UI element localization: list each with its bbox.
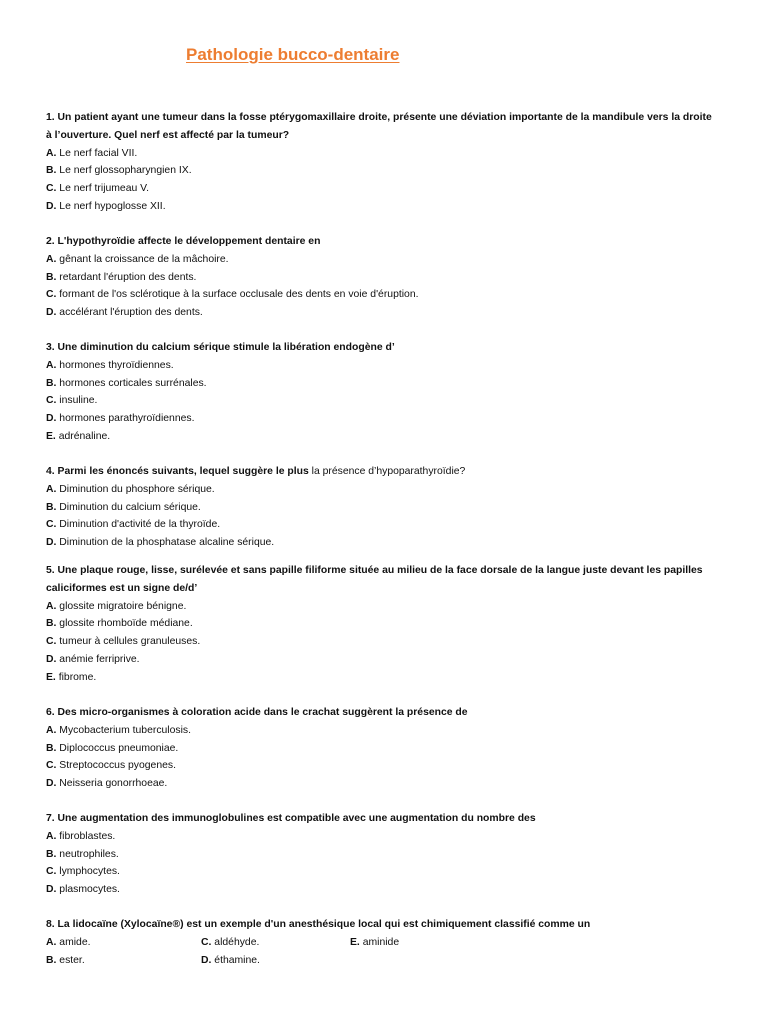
question-1-option-b	[46, 162, 718, 180]
question-6	[46, 704, 718, 793]
option-letter: B.	[46, 618, 57, 630]
option-text: plasmocytes.	[59, 884, 120, 896]
option-text: Diplococcus pneumoniae.	[59, 742, 179, 754]
question-6-option-d	[46, 775, 718, 793]
option-text: retardant l'éruption des dents.	[59, 271, 197, 283]
option-text: fibroblastes.	[59, 830, 116, 842]
question-4-option-d	[46, 534, 718, 552]
option-letter: C.	[46, 519, 57, 531]
question-2	[46, 233, 718, 322]
question-7-stem: 7. Une augmentation des immunoglobulines est compatible avec une augmentation du nombre des	[46, 813, 536, 824]
option-letter: D.	[46, 537, 57, 549]
question-3	[46, 339, 718, 446]
option-letter: B.	[46, 165, 57, 177]
question-2-option-b	[46, 269, 718, 287]
option-letter: A.	[46, 359, 57, 371]
option-text: accélérant l'éruption des dents.	[59, 307, 203, 319]
option-letter: A.	[46, 253, 57, 265]
option-text: anémie ferriprive.	[59, 653, 140, 665]
option-text: Streptococcus pyogenes.	[59, 760, 176, 772]
option-letter: A.	[46, 600, 57, 612]
option-text: hormones parathyroïdiennes.	[59, 413, 195, 425]
question-5-option-c	[46, 633, 718, 651]
option-text: Le nerf trijumeau V.	[59, 183, 150, 195]
question-6-option-b	[46, 740, 718, 758]
question-4-option-c	[46, 516, 718, 534]
option-letter: C.	[46, 395, 57, 407]
question-7-option-d	[46, 881, 718, 899]
option-text: ester.	[59, 954, 85, 966]
question-8-option-e	[350, 934, 399, 952]
page-title: Pathologie bucco-dentaire	[186, 45, 400, 64]
option-text: Le nerf glossopharyngien IX.	[59, 165, 192, 177]
option-text: Diminution de la phosphatase alcaline sérique.	[59, 537, 275, 549]
option-text: amide.	[59, 936, 91, 948]
question-4-stem-plain: la présence d’hypoparathyroïdie?	[308, 466, 466, 477]
question-8-options-row-2	[46, 952, 718, 970]
option-text: Le nerf facial VII.	[59, 147, 138, 159]
option-letter: D.	[46, 307, 57, 319]
question-2-option-d	[46, 304, 718, 322]
question-5-option-a	[46, 598, 718, 616]
option-letter: E.	[46, 430, 56, 442]
option-letter: B.	[46, 848, 57, 860]
option-text: insuline.	[59, 395, 98, 407]
question-1	[46, 109, 718, 216]
option-letter: D.	[46, 653, 57, 665]
option-letter: C.	[201, 936, 212, 948]
option-letter: B.	[46, 271, 57, 283]
question-7-option-a	[46, 828, 718, 846]
question-2-option-a	[46, 251, 718, 269]
option-text: Mycobacterium tuberculosis.	[59, 724, 191, 736]
option-letter: E.	[350, 936, 360, 948]
option-letter: D.	[201, 954, 212, 966]
option-letter: C.	[46, 760, 57, 772]
option-text: Diminution d'activité de la thyroïde.	[59, 519, 221, 531]
option-letter: B.	[46, 742, 57, 754]
question-8-options-row-1	[46, 934, 718, 952]
question-1-stem: 1. Un patient ayant une tumeur dans la fosse ptérygomaxillaire droite, présente une déviation importante de la mandibule vers la droite à l’ouverture. Quel nerf est affecté par la tumeur?	[46, 112, 712, 141]
option-text: Le nerf hypoglosse XII.	[59, 200, 166, 212]
question-3-option-a	[46, 357, 718, 375]
option-text: gênant la croissance de la mâchoire.	[59, 253, 229, 265]
option-text: aldéhyde.	[214, 936, 260, 948]
option-text: neutrophiles.	[59, 848, 119, 860]
question-2-option-c	[46, 286, 718, 304]
option-letter: D.	[46, 884, 57, 896]
option-text: hormones thyroïdiennes.	[59, 359, 174, 371]
option-letter: C.	[46, 866, 57, 878]
question-5-option-e	[46, 669, 718, 687]
option-letter: D.	[46, 778, 57, 790]
option-text: tumeur à cellules granuleuses.	[59, 636, 201, 648]
question-4-option-a	[46, 481, 718, 499]
question-8	[46, 916, 718, 969]
question-7	[46, 810, 718, 899]
question-5-option-d	[46, 651, 718, 669]
question-8-option-b	[46, 952, 85, 970]
option-letter: C.	[46, 289, 57, 301]
option-text: Diminution du calcium sérique.	[59, 501, 201, 513]
question-1-option-c	[46, 180, 718, 198]
question-4	[46, 463, 718, 552]
option-text: Neisseria gonorrhoeae.	[59, 778, 168, 790]
option-letter: B.	[46, 501, 57, 513]
question-3-stem: 3. Une diminution du calcium sérique stimule la libération endogène d’	[46, 342, 395, 353]
question-7-option-c	[46, 863, 718, 881]
question-8-option-d	[201, 952, 260, 970]
question-1-option-a	[46, 145, 718, 163]
option-letter: D.	[46, 200, 57, 212]
question-6-option-a	[46, 722, 718, 740]
option-text: hormones corticales surrénales.	[59, 377, 207, 389]
option-letter: B.	[46, 954, 57, 966]
question-8-stem: 8. La lidocaïne (Xylocaïne®) est un exemple d'un anesthésique local qui est chimiquement classifié comme un	[46, 919, 591, 930]
option-letter: C.	[46, 183, 57, 195]
option-letter: A.	[46, 724, 57, 736]
option-letter: A.	[46, 147, 57, 159]
question-5-option-b	[46, 615, 718, 633]
question-8-option-c	[201, 934, 259, 952]
option-text: glossite rhomboïde médiane.	[59, 618, 193, 630]
option-text: adrénaline.	[58, 430, 111, 442]
option-letter: E.	[46, 671, 56, 683]
question-3-option-b	[46, 375, 718, 393]
question-4-stem-bold: 4. Parmi les énoncés suivants, lequel suggère le plus	[46, 466, 309, 477]
question-5-stem: 5. Une plaque rouge, lisse, surélevée et sans papille filiforme située au milieu de la face dorsale de la langue juste devant les papilles caliciformes est un signe de/d’	[46, 565, 703, 594]
option-text: glossite migratoire bénigne.	[59, 600, 187, 612]
question-4-option-b	[46, 499, 718, 517]
question-8-option-a	[46, 934, 90, 952]
question-1-option-d	[46, 198, 718, 216]
question-6-stem: 6. Des micro-organismes à coloration acide dans le crachat suggèrent la présence de	[46, 707, 468, 718]
option-text: aminide	[362, 936, 400, 948]
option-letter: D.	[46, 413, 57, 425]
question-4-stem	[46, 463, 718, 481]
option-text: Diminution du phosphore sérique.	[59, 483, 215, 495]
option-text: formant de l'os sclérotique à la surface occlusale des dents en voie d'éruption.	[59, 289, 419, 301]
option-letter: A.	[46, 483, 57, 495]
option-text: éthamine.	[214, 954, 260, 966]
question-6-option-c	[46, 757, 718, 775]
question-2-stem: 2. L'hypothyroïdie affecte le développement dentaire en	[46, 236, 321, 247]
option-text: lymphocytes.	[59, 866, 120, 878]
question-5	[46, 562, 718, 687]
option-letter: A.	[46, 830, 57, 842]
question-3-option-c	[46, 392, 718, 410]
question-7-option-b	[46, 846, 718, 864]
option-letter: A.	[46, 936, 57, 948]
question-3-option-d	[46, 410, 718, 428]
option-letter: B.	[46, 377, 57, 389]
option-letter: C.	[46, 636, 57, 648]
question-3-option-e	[46, 428, 718, 446]
option-text: fibrome.	[58, 671, 97, 683]
